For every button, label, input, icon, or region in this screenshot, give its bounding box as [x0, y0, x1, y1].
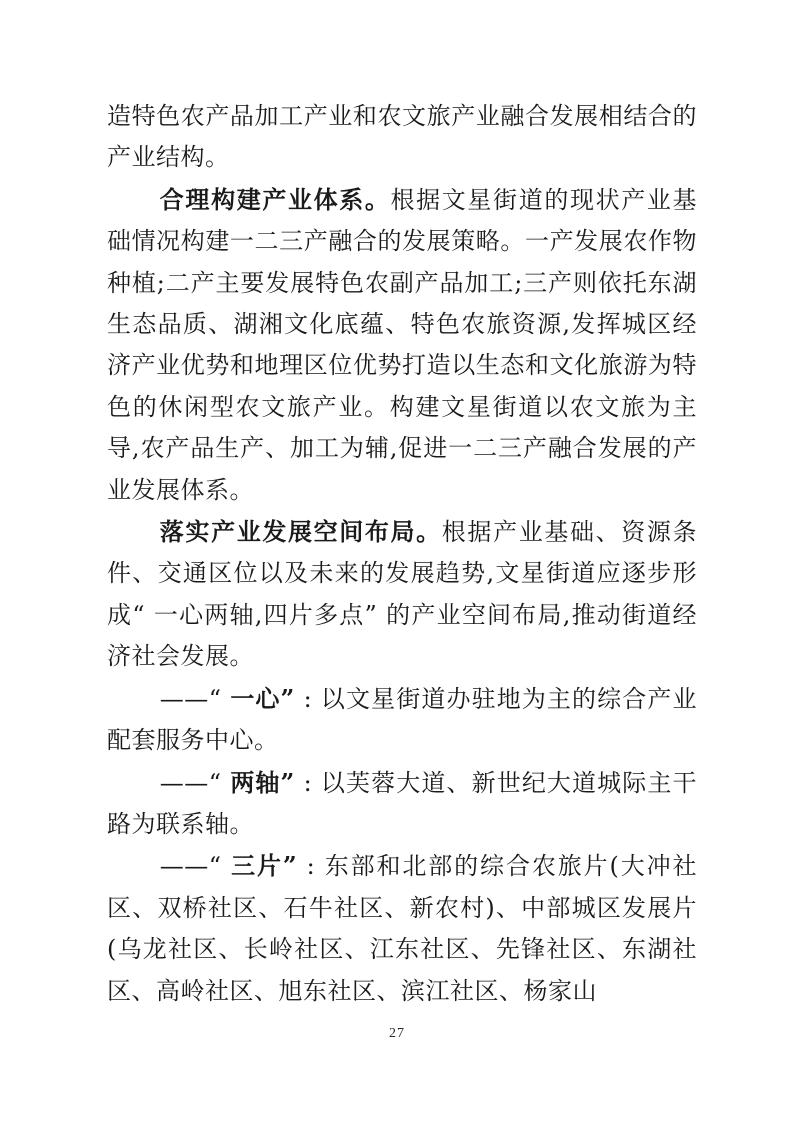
paragraph: [107, 845, 697, 1012]
paragraph: [107, 762, 697, 846]
document-body: [107, 96, 697, 1012]
paragraph: [107, 96, 697, 179]
text-run: 造特色农产品加工产业和农文旅产业融合发展相结合的产业结构。: [107, 102, 697, 172]
text-run-bold: 两轴”: [230, 767, 295, 797]
paragraph: [107, 511, 697, 678]
text-run-bold: 合理构建产业体系。: [159, 184, 391, 214]
page-number: 27: [389, 1026, 405, 1041]
text-run: ——“: [159, 768, 231, 797]
text-run: ——“: [159, 852, 232, 881]
paragraph: [107, 678, 697, 762]
text-run-bold: 落实产业发展空间布局。: [159, 517, 442, 547]
text-run: : 以文星街道办驻地为主的综合产业配套服务中心。: [107, 684, 697, 755]
text-run-bold: 一心”: [230, 683, 295, 713]
text-run-bold: 三片”: [231, 851, 298, 881]
paragraph: [107, 179, 697, 511]
text-run: ——“: [159, 684, 231, 713]
text-run: 根据文星街道的现状产业基础情况构建一二三产融合的发展策略。一产发展农作物种植;二产主要发展特色农副产品加工;三产则依托东湖生态品质、湖湘文化底蕴、特色农旅资源,发挥城区经济产业优势和地理区位优势打造以生态和文化旅游为特色的休闲型农文旅产业。构建文星街道以农文旅为主导,农产品生产、加工为辅,促进一二三产融合发展的产业发展体系。: [107, 185, 698, 504]
text-run: : 以芙蓉大道、新世纪大道城际主干路为联系轴。: [107, 768, 697, 838]
text-run: : 东部和北部的综合农旅片(大冲社区、双桥社区、石牛社区、新农村)、中部城区发展片(乌龙社区、长岭社区、江东社区、先锋社区、东湖社区、高岭社区、旭东社区、滨江社区、杨家山: [107, 852, 697, 1005]
text-run: 根据产业基础、资源条件、交通区位以及未来的发展趋势,文星街道应逐步形成“ 一心两轴,四片多点” 的产业空间布局,推动街道经济社会发展。: [107, 518, 698, 671]
